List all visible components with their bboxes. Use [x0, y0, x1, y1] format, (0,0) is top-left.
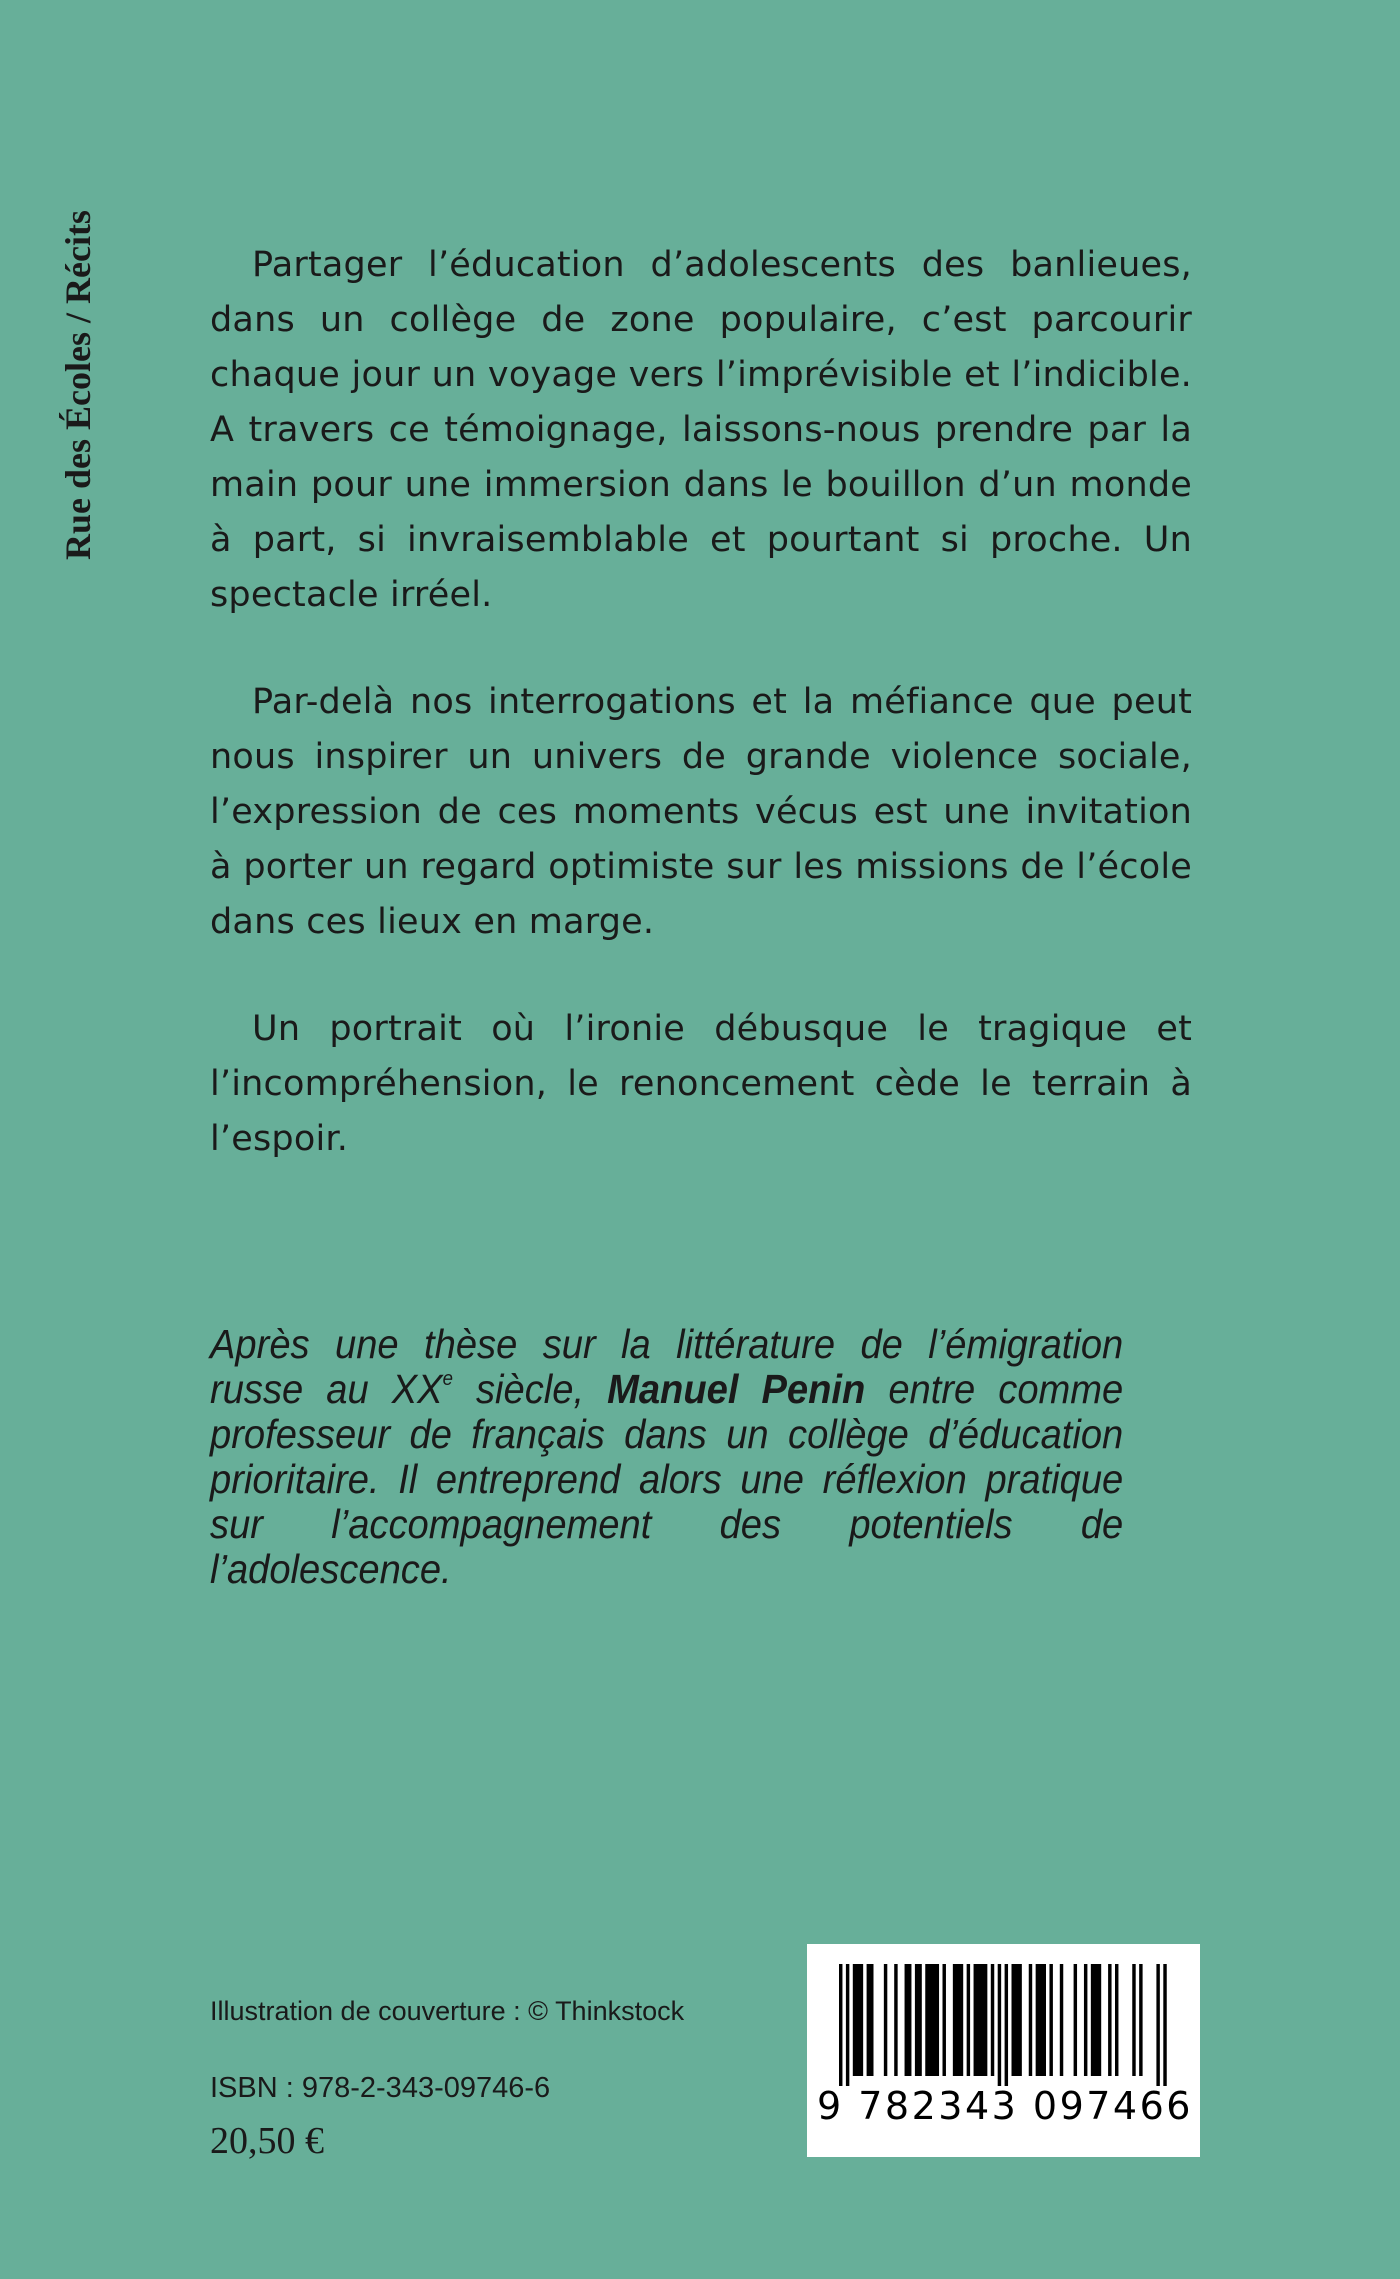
barcode-bar [894, 1964, 897, 2076]
barcode-bar [967, 1964, 970, 2076]
bio-century-suffix: e [442, 1368, 453, 1390]
barcode-digits: 9 782343 097466 [817, 2084, 1193, 2128]
barcode-bar [853, 1964, 863, 2076]
barcode-bar [1060, 1964, 1063, 2076]
barcode-bar [1132, 1964, 1135, 2076]
barcode-bar [1074, 1964, 1077, 2076]
barcode-bar [884, 1964, 887, 2076]
author-name: Manuel Penin [607, 1366, 866, 1412]
blurb-paragraph-2: Par-delà nos interrogations et la méfiance que peut nous inspirer un univers de grande violence sociale, l’expression de ces moments vécus est une invitation à porter un regard optimiste sur les missions de l’école dans ces lieux en marge. [210, 682, 1192, 942]
barcode-bar [1139, 1964, 1142, 2076]
barcode-bar [998, 1964, 1001, 2086]
barcode-bar [915, 1964, 922, 2076]
barcode-bar [1084, 1964, 1087, 2076]
barcode-bar [1115, 1964, 1118, 2076]
barcode-bars [825, 1964, 1182, 2086]
bio-after-century: siècle, [452, 1366, 608, 1412]
bio-before-century: Après une thèse sur la littérature de l’émigration russe au XX [210, 1321, 1124, 1412]
barcode-bar [1012, 1964, 1022, 2076]
barcode-bar [846, 1964, 849, 2086]
isbn: ISBN : 978-2-343-09746-6 [210, 2072, 551, 2104]
spine-collection [58, 130, 98, 560]
illustration-credit: Illustration de couverture : © Thinkstock [210, 1996, 685, 2026]
collection-title: Rue des Écoles / Récits [58, 210, 98, 560]
barcode-bar [1036, 1964, 1046, 2076]
barcode-bar [1005, 1964, 1008, 2086]
barcode-bar [953, 1964, 963, 2076]
barcode-bar [925, 1964, 939, 2076]
barcode-bar [867, 1964, 874, 2076]
barcode-bar [1049, 1964, 1052, 2076]
back-cover-blurb [210, 238, 1192, 1219]
blurb-paragraph-1: Partager l’éducation d’adolescents des banlieues, dans un collège de zone populaire, c’est parcourir chaque jour un voyage vers l’imprévisible et l’indicible. A travers ce témoignage, laissons-nous prendre par la main pour une immersion dans le bouillon d’un monde à part, si invraisemblable et pourtant si proche. Un spectacle irréel. [210, 245, 1192, 615]
barcode-bar [1163, 1964, 1166, 2086]
barcode-bar [974, 1964, 988, 2076]
bio-rest: entre comme professeur de français dans un collège d’éducation prioritaire. Il entreprend alors une réflexion pratique sur l’accompagnement des potentiels de l’adolescence. [210, 1366, 1124, 1592]
barcode-bar [943, 1964, 946, 2076]
blurb-paragraph-3: Un portrait où l’ironie débusque le tragique et l’incompréhension, le renoncement cède le terrain à l’espoir. [210, 1009, 1192, 1159]
barcode [807, 1944, 1200, 2157]
barcode-bar [1108, 1964, 1111, 2076]
barcode-bar [839, 1964, 842, 2086]
price: 20,50 € [210, 2120, 324, 2162]
barcode-bar [1029, 1964, 1032, 2076]
barcode-bar [1156, 1964, 1159, 2086]
barcode-bar [991, 1964, 994, 2076]
barcode-bar [905, 1964, 912, 2076]
barcode-bar [1091, 1964, 1101, 2076]
author-bio [210, 1322, 1123, 1592]
